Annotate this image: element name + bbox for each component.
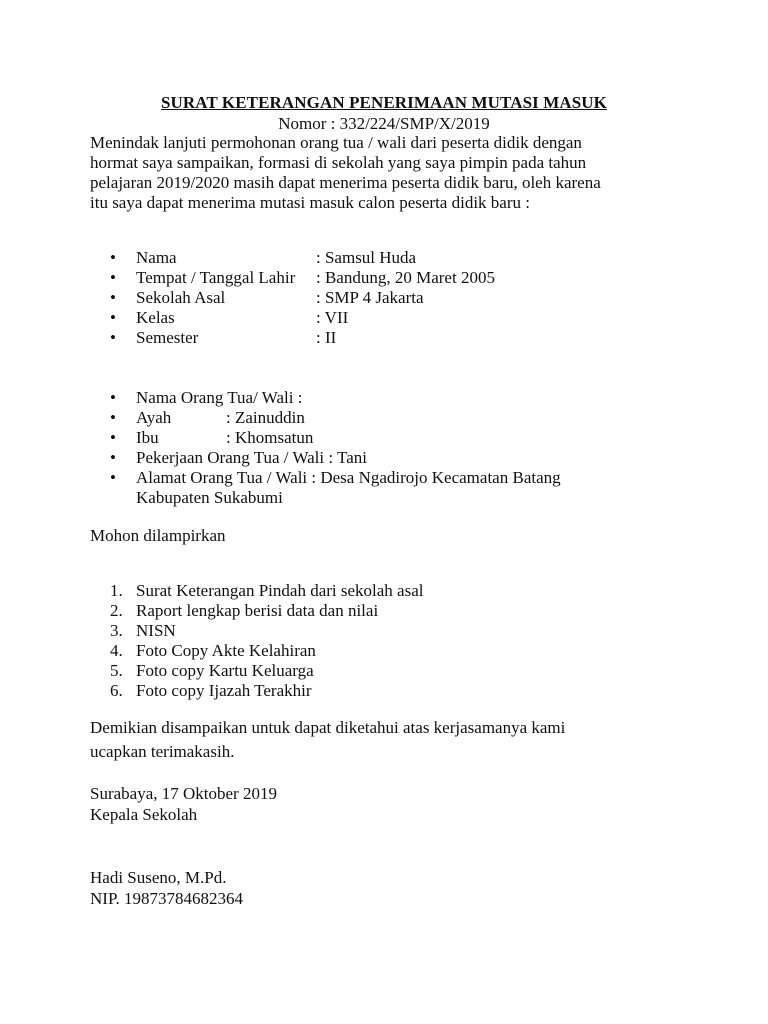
list-item [0,328,768,348]
list-item [0,308,768,328]
attachment-list [0,581,768,701]
item-number: 5. [110,661,123,680]
item-text: Surat Keterangan Pindah dari sekolah asal [136,581,424,600]
list-item [0,248,768,268]
list-item [0,581,768,601]
closing-paragraph [90,718,565,762]
parent-info-list [0,388,768,508]
bullet-icon: • [110,288,116,307]
field-value: : Zainuddin [226,408,305,427]
intro-line: hormat saya sampaikan, formasi di sekolah yang saya pimpin pada tahun [90,153,587,172]
field-label: Tempat / Tanggal Lahir [136,268,296,287]
bullet-icon: • [110,388,116,407]
list-item [0,468,768,508]
list-item [0,268,768,288]
closing-line: Demikian disampaikan untuk dapat diketahui atas kerjasamanya kami [90,718,566,737]
parents-heading: Nama Orang Tua/ Wali : [136,388,303,407]
signer-nip: NIP. 19873784682364 [90,889,244,908]
list-item [0,288,768,308]
address-line: Alamat Orang Tua / Wali : Desa Ngadirojo Kecamatan Batang [136,468,561,487]
signer-name: Hadi Suseno, M.Pd. [90,868,227,887]
address-line: Kabupaten Sukabumi [136,488,283,507]
field-label: Kelas [136,308,175,327]
item-text: Raport lengkap berisi data dan nilai [136,601,379,620]
bullet-icon: • [110,308,116,327]
field-label: Nama [136,248,177,267]
item-number: 4. [110,641,123,660]
bullet-icon: • [110,248,116,267]
bullet-icon: • [110,268,116,287]
bullet-icon: • [110,448,116,467]
field-label: Sekolah Asal [136,288,226,307]
place-date: Surabaya, 17 Oktober 2019 [90,784,277,803]
item-number: 2. [110,601,123,620]
list-item [0,621,768,641]
field-label: Semester [136,328,199,347]
list-item [0,428,768,448]
field-value: : Samsul Huda [316,248,417,267]
field-value: : II [316,328,337,347]
list-item [0,661,768,681]
item-text: Foto Copy Akte Kelahiran [136,641,316,660]
list-item [0,641,768,661]
student-info-list [0,248,768,348]
item-number: 3. [110,621,123,640]
field-value: : VII [316,308,349,327]
item-text: NISN [136,621,176,640]
list-item [0,681,768,701]
intro-line: pelajaran 2019/2020 masih dapat menerima peserta didik baru, oleh karena [90,173,601,192]
item-number: 1. [110,581,123,600]
occupation-text: Pekerjaan Orang Tua / Wali : Tani [136,448,368,467]
field-value: : SMP 4 Jakarta [316,288,424,307]
field-label: Ibu [136,428,159,447]
letter-number: Nomor : 332/224/SMP/X/2019 [278,114,490,133]
attachment-heading: Mohon dilampirkan [90,526,226,545]
field-label: Ayah [136,408,172,427]
intro-paragraph [90,133,690,213]
list-item [0,601,768,621]
field-value: : Bandung, 20 Maret 2005 [316,268,495,287]
intro-line: itu saya dapat menerima mutasi masuk calon peserta didik baru : [90,193,530,212]
letter-title: SURAT KETERANGAN PENERIMAAN MUTASI MASUK [160,93,608,112]
bullet-icon: • [110,408,116,427]
field-value: : Khomsatun [226,428,314,447]
item-number: 6. [110,681,123,700]
closing-line: ucapkan terimakasih. [90,742,235,761]
item-text: Foto copy Kartu Keluarga [136,661,314,680]
item-text: Foto copy Ijazah Terakhir [136,681,312,700]
intro-line: Menindak lanjuti permohonan orang tua / wali dari peserta didik dengan [90,133,582,152]
bullet-icon: • [110,468,116,487]
list-item [0,408,768,428]
bullet-icon: • [110,328,116,347]
list-item [0,448,768,468]
list-item [0,388,768,408]
bullet-icon: • [110,428,116,447]
signer-position: Kepala Sekolah [90,805,198,824]
